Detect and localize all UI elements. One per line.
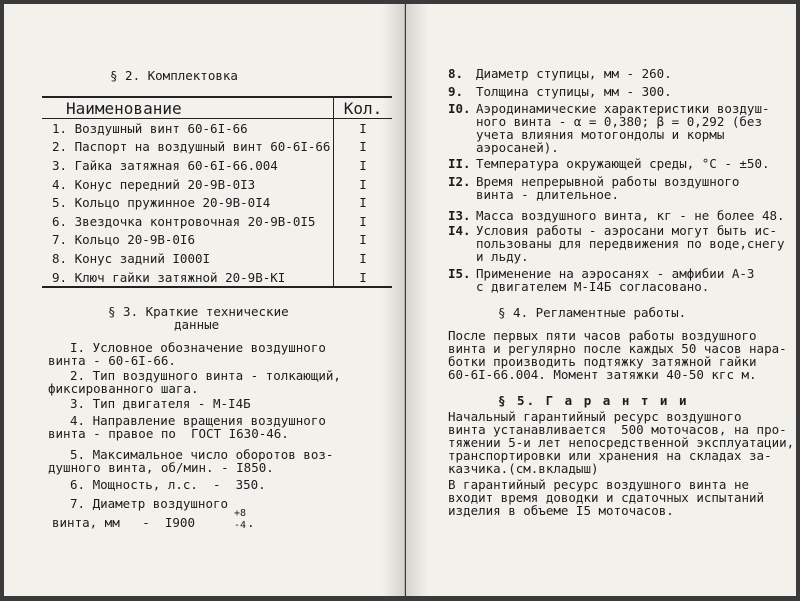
page-fold-shadow: [406, 4, 428, 596]
table-row: [42, 119, 392, 138]
tech-item-text: Температура окружающей среды, °С - ±50.: [476, 156, 770, 171]
item-name: 7. Кольцо 20-9В-0I6: [42, 231, 334, 250]
item-qty: I: [359, 120, 367, 136]
tech-item-line2: фиксированного шага.: [48, 381, 199, 396]
page-fold-shadow: [382, 4, 404, 596]
section-5-text-1: Начальный гарантийный ресурс воздушного винта устанавливается 500 моточасов, на про- тяжении 5-и лет непосредственной эксплуатации, транспортировки или хранения на складах за- казчика.(см.вкладыш): [448, 409, 795, 476]
tech-item-line1: 6. Мощность, л.с. - 350.: [70, 477, 266, 492]
section-4-title: § 4. Регламентные работы.: [498, 305, 687, 320]
item-qty: I: [359, 139, 367, 155]
tech-item-line1: 4. Направление вращения воздушного: [70, 413, 326, 428]
tech-item-text: Время непрерывной работы воздушного винта - длительное.: [476, 174, 740, 202]
tech-item-number: 8.: [448, 66, 464, 81]
equipment-table: [42, 96, 392, 288]
diameter-tolerance-upper: +8: [234, 508, 247, 519]
item-qty: I: [359, 232, 367, 248]
item-name: 6. Звездочка контровочная 20-9В-0I5: [42, 212, 334, 231]
tech-item-line1: 3. Тип двигателя - М-I4Б: [70, 396, 251, 411]
table-row: [42, 231, 392, 250]
item-name: 8. Конус задний I000I: [42, 249, 334, 268]
table-row: [42, 212, 392, 231]
header-name: Наименование: [42, 98, 334, 118]
table-header: [42, 98, 392, 119]
section-5-title: § 5. Г а р а н т и и: [498, 393, 689, 408]
item-name: 2. Паспорт на воздушный винт 60-6I-66: [42, 138, 334, 157]
tech-item-text: Аэродинамические характеристики воздуш- ного винта - α = 0,380; β = 0,292 (без учета влияния мотогондолы и кормы аэросаней).: [476, 101, 770, 155]
tech-item-line1: 5. Максимальное число оборотов воз-: [70, 447, 334, 462]
item-name: 4. Конус передний 20-9В-0I3: [42, 175, 334, 194]
tech-item-number: II.: [448, 156, 471, 171]
tech-item-text: Применение на аэросанях - амфибии А-3 с двигателем М-I4Б согласовано.: [476, 266, 755, 294]
table-row: [42, 156, 392, 175]
section-2-title: § 2. Комплектовка: [110, 68, 238, 83]
header-qty: Кол.: [343, 98, 383, 118]
tech-item-text: Диаметр ступицы, мм - 260.: [476, 66, 672, 81]
table-row: [42, 175, 392, 194]
item-name: 5. Кольцо пружинное 20-9В-0I4: [42, 193, 334, 212]
table-body: [42, 119, 392, 286]
item-qty: I: [359, 250, 367, 266]
tech-item-line1: I. Условное обозначение воздушного: [70, 340, 326, 355]
table-row: [42, 193, 392, 212]
tech-item-line2: винта, мм - I900: [52, 515, 195, 530]
item-qty: I: [359, 213, 367, 229]
item-name: 1. Воздушный винт 60-6I-66: [42, 119, 334, 138]
tech-item-text: Масса воздушного винта, кг - не более 48.: [476, 208, 785, 223]
left-page: [4, 4, 405, 596]
table-row: [42, 268, 392, 287]
tech-item-text: Толщина ступицы, мм - 300.: [476, 84, 672, 99]
item-qty: I: [359, 157, 367, 173]
tech-item-line1: 7. Диаметр воздушного: [70, 496, 229, 511]
tech-item-number: 9.: [448, 84, 464, 99]
section-5-text-2: В гарантийный ресурс воздушного винта не входит время доводки и сдаточных испытаний изделия в объеме I5 моточасов.: [448, 477, 765, 518]
section-3-title-line2: данные: [174, 317, 220, 332]
tech-item-number: I5.: [448, 266, 471, 281]
table-row: [42, 138, 392, 157]
tech-item-line2: винта - правое по ГОСТ I630-46.: [48, 426, 289, 441]
item-name: 3. Гайка затяжная 60-6I-66.004: [42, 156, 334, 175]
tech-item-line1: 2. Тип воздушного винта - толкающий,: [70, 368, 341, 383]
tech-item-number: I3.: [448, 208, 471, 223]
tech-item-text: Условия работы - аэросани могут быть ис- пользованы для передвижения по воде,снегу и льду.: [476, 223, 785, 264]
item-name: 9. Ключ гайки затяжной 20-9В-КI: [42, 268, 334, 287]
item-qty: I: [359, 195, 367, 211]
table-row: [42, 249, 392, 268]
diameter-end: .: [247, 515, 255, 530]
section-3-title: § 3. Краткие технические: [108, 304, 289, 319]
item-qty: I: [359, 269, 367, 285]
section-4-text: После первых пяти часов работы воздушного винта и регулярно после каждых 50 часов нара- ботки производить подтяжку затяжной гайки 60-6I-66.004. Момент затяжки 40-50 кгс м.: [448, 328, 787, 382]
tech-item-number: I4.: [448, 223, 471, 238]
tech-item-number: I0.: [448, 101, 471, 116]
diameter-tolerance-lower: -4: [234, 520, 247, 531]
tech-item-line2: душного винта, об/мин. - I850.: [48, 460, 274, 475]
tech-item-number: I2.: [448, 174, 471, 189]
item-qty: I: [359, 176, 367, 192]
tech-item-line2: винта - 60-6I-66.: [48, 353, 176, 368]
right-page: [406, 4, 796, 596]
